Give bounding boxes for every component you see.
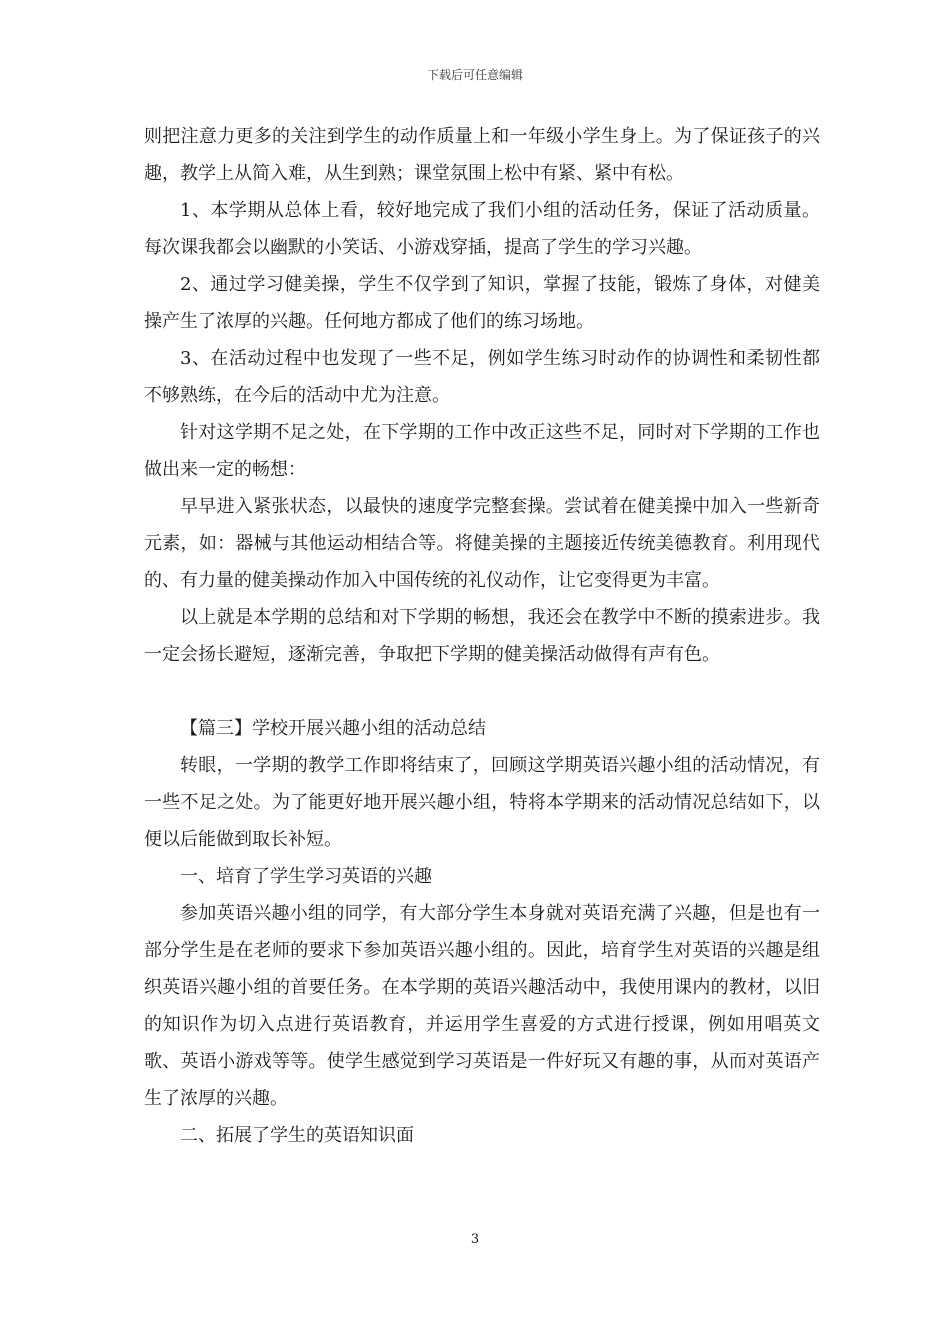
subheading-1: 一、培育了学生学习英语的兴趣 <box>180 866 432 887</box>
subheading-2: 二、拓展了学生的英语知识面 <box>180 1125 414 1146</box>
section-title: 【篇三】学校开展兴趣小组的活动总结 <box>180 718 486 739</box>
body-paragraph-continuation: 则把注意力更多的关注到学生的动作质量上和一年级小学生身上。为了保证孩子的兴趣，教学上从简入难，从生到熟；课堂氛围上松中有紧、紧中有松。 <box>144 126 820 184</box>
body-paragraph-point-3: 3、在活动过程中也发现了一些不足，例如学生练习时动作的协调性和柔韧性都不够熟练，在今后的活动中尤为注意。 <box>144 348 820 406</box>
body-paragraph-interest: 参加英语兴趣小组的同学，有大部分学生本身就对英语充满了兴趣，但是也有一部分学生是在老师的要求下参加英语兴趣小组的。因此，培育学生对英语的兴趣是组织英语兴趣小组的首要任务。在本学期的英语兴趣活动中，我使用课内的教材，以旧的知识作为切入点进行英语教育，并运用学生喜爱的方式进行授课，例如用唱英文歌、英语小游戏等等。使学生感觉到学习英语是一件好玩又有趣的事，从而对英语产生了浓厚的兴趣。 <box>144 903 820 1109</box>
section-spacer <box>144 673 820 710</box>
page-header-note: 下载后可任意编辑 <box>426 68 523 82</box>
page-number: 3 <box>470 1232 480 1247</box>
body-paragraph-intro: 转眼，一学期的教学工作即将结束了，回顾这学期英语兴趣小组的活动情况，有一些不足之处。为了能更好地开展兴趣小组，特将本学期来的活动情况总结如下，以便以后能做到取长补短。 <box>144 755 820 850</box>
body-paragraph-point-2: 2、通过学习健美操，学生不仅学到了知识，掌握了技能，锻炼了身体，对健美操产生了浓厚的兴趣。任何地方都成了他们的练习场地。 <box>144 274 820 332</box>
document-body <box>144 118 820 1154</box>
body-paragraph-plan: 早早进入紧张状态，以最快的速度学完整套操。尝试着在健美操中加入一些新奇元素，如：器械与其他运动相结合等。将健美操的主题接近传统美德教育。利用现代的、有力量的健美操动作加入中国传统的礼仪动作，让它变得更为丰富。 <box>144 496 820 591</box>
body-paragraph-conclusion: 以上就是本学期的总结和对下学期的畅想，我还会在教学中不断的摸索进步。我一定会扬长避短，逐渐完善，争取把下学期的健美操活动做得有声有色。 <box>144 607 820 665</box>
body-paragraph-point-1: 1、本学期从总体上看，较好地完成了我们小组的活动任务，保证了活动质量。每次课我都会以幽默的小笑话、小游戏穿插，提高了学生的学习兴趣。 <box>144 200 820 258</box>
body-paragraph-plan-intro: 针对这学期不足之处，在下学期的工作中改正这些不足，同时对下学期的工作也做出来一定的畅想： <box>144 422 820 480</box>
